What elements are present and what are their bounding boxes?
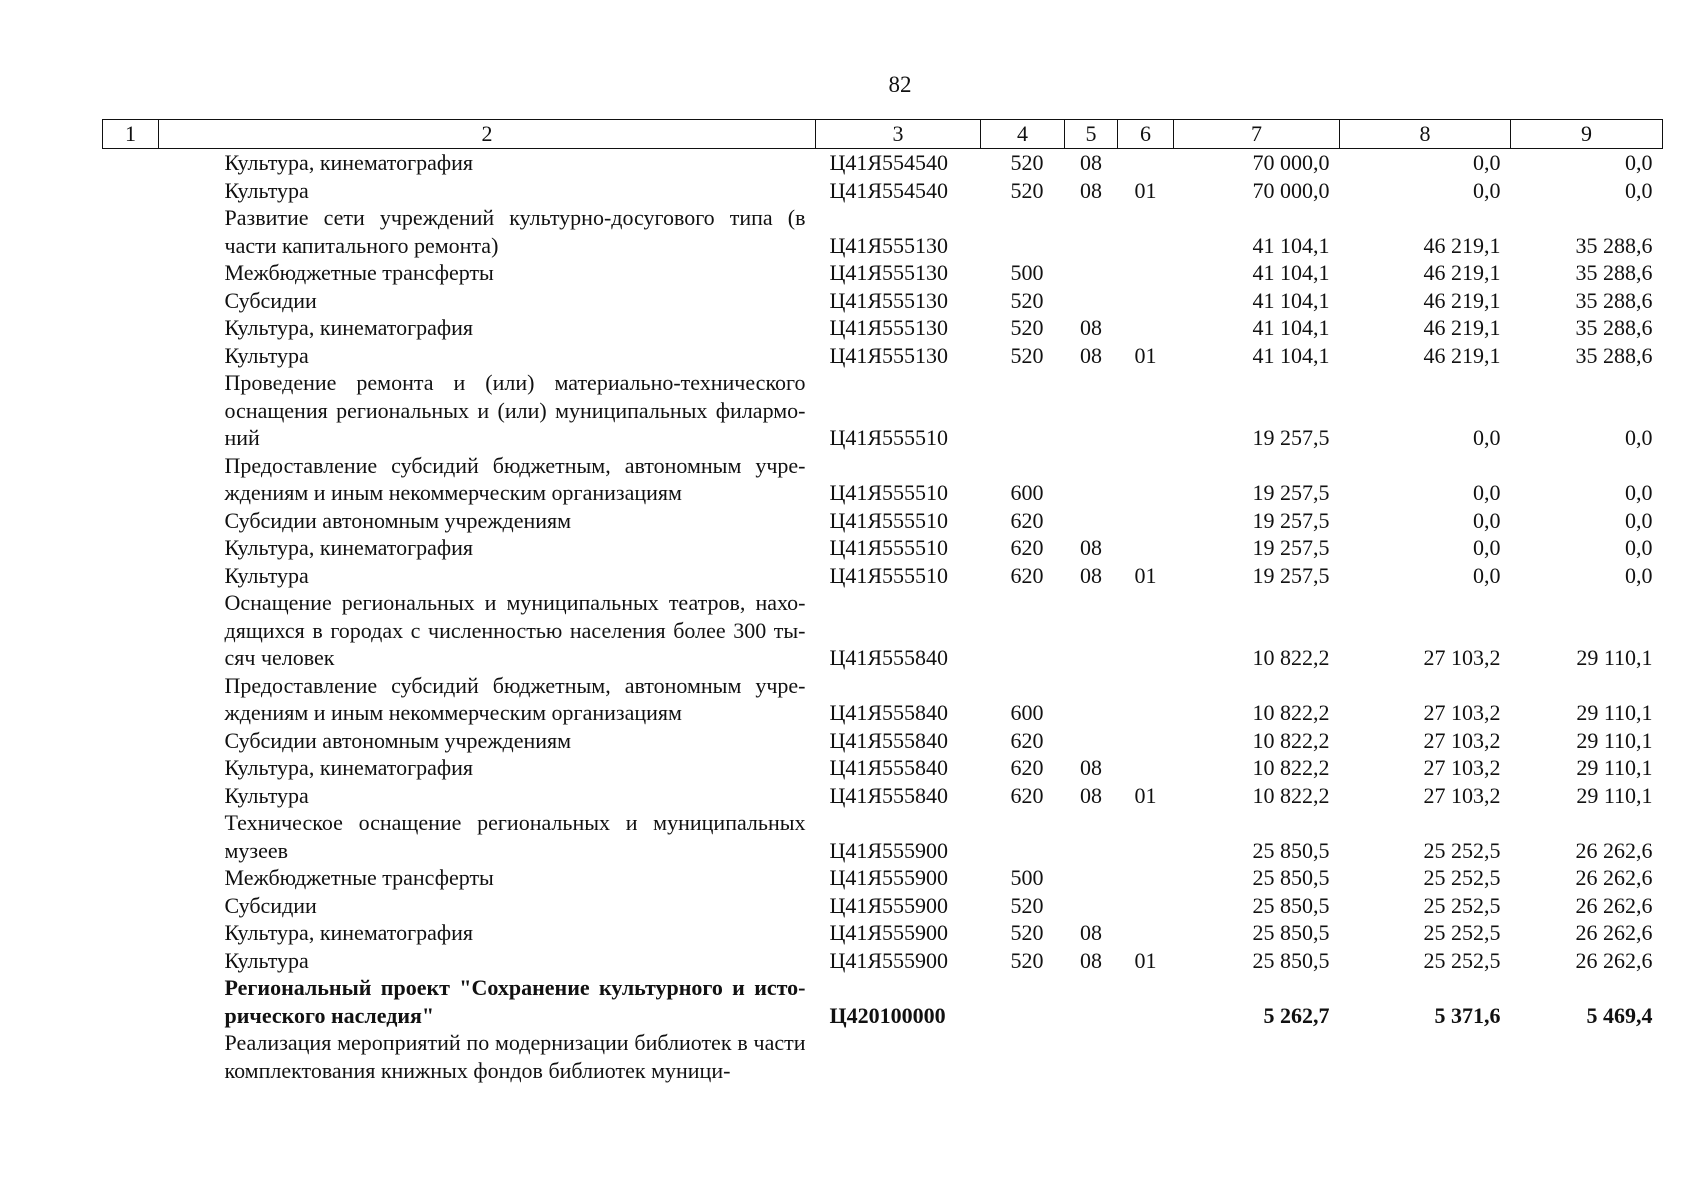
row-col5 xyxy=(1065,589,1118,672)
row-value-8: 46 219,1 xyxy=(1423,315,1501,340)
row-col4: 520 xyxy=(1010,892,1044,918)
row-code: Ц41Я555840 xyxy=(829,782,949,808)
row-value-9: 26 262,6 xyxy=(1575,920,1653,945)
row-code: Ц41Я555900 xyxy=(829,920,949,945)
row-col1 xyxy=(103,259,159,287)
row-col5 xyxy=(1065,809,1118,864)
row-value-8: 0,0 xyxy=(1473,425,1501,450)
row-code: Ц41Я555900 xyxy=(829,947,949,973)
row-value-8: 46 219,1 xyxy=(1423,232,1501,258)
header-cell: 9 xyxy=(1511,120,1663,149)
row-col4 xyxy=(981,589,1065,672)
page-number: 82 xyxy=(888,72,912,97)
row-col1 xyxy=(103,974,159,1029)
table-row xyxy=(103,589,1663,672)
row-value-8: 25 252,5 xyxy=(1423,837,1501,863)
header-cell: 4 xyxy=(981,120,1065,149)
row-col6 xyxy=(1118,507,1174,535)
row-code: Ц41Я555130 xyxy=(829,287,949,313)
row-col5 xyxy=(1065,259,1118,287)
row-col4: 620 xyxy=(1010,782,1044,808)
row-value-7: 10 822,2 xyxy=(1252,782,1330,808)
row-col5 xyxy=(1065,974,1118,1029)
table-row xyxy=(103,149,1663,177)
row-col5 xyxy=(1065,204,1118,259)
row-col1 xyxy=(103,369,159,452)
row-value-8: 25 252,5 xyxy=(1423,892,1501,918)
row-code: Ц41Я555130 xyxy=(829,315,949,340)
row-code: Ц41Я555510 xyxy=(829,425,949,450)
row-col5: 08 xyxy=(1080,150,1102,175)
row-name: Развитие сети учреждений культурно-досугового типа (в части капитального ремонта) xyxy=(224,205,806,258)
table-row xyxy=(103,672,1663,727)
row-value-7: 19 257,5 xyxy=(1252,507,1330,533)
row-value-9: 26 262,6 xyxy=(1575,865,1653,890)
row-col4 xyxy=(981,1029,1065,1084)
table-row xyxy=(103,204,1663,259)
table-row xyxy=(103,947,1663,975)
row-value-7: 41 104,1 xyxy=(1252,232,1330,258)
row-name: Оснащение региональных и муниципальных театров, находящихся в городах с численностью населения более 300 тысяч человек xyxy=(224,590,806,670)
row-col4: 600 xyxy=(1010,700,1044,725)
row-value-7: 70 000,0 xyxy=(1252,150,1330,175)
row-col5: 08 xyxy=(1080,177,1102,203)
row-name: Субсидии xyxy=(224,892,317,918)
row-value-8: 27 103,2 xyxy=(1423,755,1501,780)
row-value-7: 10 822,2 xyxy=(1252,645,1330,670)
row-value-9: 29 110,1 xyxy=(1576,645,1653,670)
row-value-8: 0,0 xyxy=(1473,507,1501,533)
row-name: Межбюджетные трансферты xyxy=(224,260,494,285)
row-name: Техническое оснащение региональных и муниципальных музеев xyxy=(224,810,806,863)
row-value-8: 0,0 xyxy=(1473,480,1501,505)
row-code: Ц41Я555840 xyxy=(829,645,949,670)
row-value-9: 0,0 xyxy=(1625,507,1653,533)
row-col4 xyxy=(981,204,1065,259)
row-col6 xyxy=(1118,149,1174,177)
row-code: Ц41Я555130 xyxy=(829,342,949,368)
row-value-8: 0,0 xyxy=(1473,562,1501,588)
row-col4: 620 xyxy=(1010,507,1044,533)
table-row xyxy=(103,782,1663,810)
row-col5: 08 xyxy=(1080,535,1102,560)
row-value-9: 35 288,6 xyxy=(1575,342,1653,368)
row-col4: 520 xyxy=(1010,177,1044,203)
table-body xyxy=(103,149,1663,1085)
row-col6 xyxy=(1118,974,1174,1029)
row-col4: 620 xyxy=(1010,755,1044,780)
row-col1 xyxy=(103,204,159,259)
row-col4: 520 xyxy=(1010,287,1044,313)
row-col6: 01 xyxy=(1134,177,1157,203)
row-col6: 01 xyxy=(1134,562,1157,588)
table-header xyxy=(103,120,1663,149)
row-col6 xyxy=(1118,589,1174,672)
row-value-9: 29 110,1 xyxy=(1576,700,1653,725)
row-name: Культура xyxy=(224,947,309,973)
row-value-9: 35 288,6 xyxy=(1575,260,1653,285)
row-value-9: 35 288,6 xyxy=(1575,315,1653,340)
row-col1 xyxy=(103,314,159,342)
row-col6 xyxy=(1118,754,1174,782)
row-value-8: 0,0 xyxy=(1473,535,1501,560)
row-value-7: 10 822,2 xyxy=(1252,755,1330,780)
row-name: Субсидии xyxy=(224,287,317,313)
row-value-9: 0,0 xyxy=(1625,425,1653,450)
row-col5: 08 xyxy=(1080,920,1102,945)
row-code: Ц41Я555510 xyxy=(829,562,949,588)
row-code: Ц41Я555900 xyxy=(829,892,949,918)
row-name: Предоставление субсидий бюджетным, автономным учреждениям и иным некоммерческим организациям xyxy=(224,672,806,725)
row-col6 xyxy=(1118,259,1174,287)
row-value-8: 27 103,2 xyxy=(1423,645,1501,670)
row-code: Ц420100000 xyxy=(829,1002,946,1028)
row-value-8: 0,0 xyxy=(1473,150,1501,175)
row-name: Культура, кинематография xyxy=(224,920,474,945)
row-name: Субсидии автономным учреждениям xyxy=(224,507,572,533)
row-value-7 xyxy=(1174,1029,1340,1084)
row-name: Культура, кинематография xyxy=(224,535,474,560)
row-col6 xyxy=(1118,672,1174,727)
row-col1 xyxy=(103,177,159,205)
row-col4: 520 xyxy=(1010,150,1044,175)
row-col1 xyxy=(103,754,159,782)
row-col6 xyxy=(1118,727,1174,755)
row-name: Культура, кинематография xyxy=(224,755,474,780)
row-value-9: 26 262,6 xyxy=(1575,837,1653,863)
row-col6 xyxy=(1118,369,1174,452)
row-col6 xyxy=(1118,892,1174,920)
row-value-9: 5 469,4 xyxy=(1586,1002,1653,1028)
row-value-9: 26 262,6 xyxy=(1575,947,1653,973)
row-col4: 620 xyxy=(1010,727,1044,753)
row-col6: 01 xyxy=(1134,947,1157,973)
row-value-7: 10 822,2 xyxy=(1252,700,1330,725)
row-col5 xyxy=(1065,864,1118,892)
row-value-7: 19 257,5 xyxy=(1252,562,1330,588)
row-code: Ц41Я555510 xyxy=(829,480,949,505)
row-value-8: 25 252,5 xyxy=(1423,947,1501,973)
row-name: Культура xyxy=(224,342,309,368)
table-row xyxy=(103,342,1663,370)
row-value-9: 29 110,1 xyxy=(1576,782,1653,808)
row-col1 xyxy=(103,562,159,590)
row-col6 xyxy=(1118,452,1174,507)
row-value-9: 0,0 xyxy=(1625,535,1653,560)
row-code: Ц41Я555840 xyxy=(829,727,949,753)
table-row xyxy=(103,562,1663,590)
table-row xyxy=(103,452,1663,507)
row-col5 xyxy=(1065,727,1118,755)
row-col6 xyxy=(1118,919,1174,947)
row-col5: 08 xyxy=(1080,782,1102,808)
row-col4: 520 xyxy=(1010,920,1044,945)
row-code: Ц41Я554540 xyxy=(829,177,949,203)
row-col6 xyxy=(1118,1029,1174,1084)
row-col4: 620 xyxy=(1010,562,1044,588)
table-row xyxy=(103,287,1663,315)
row-col4 xyxy=(981,809,1065,864)
row-col1 xyxy=(103,809,159,864)
row-col5 xyxy=(1065,1029,1118,1084)
table-row xyxy=(103,1029,1663,1084)
row-value-7: 19 257,5 xyxy=(1252,425,1330,450)
row-col1 xyxy=(103,342,159,370)
row-col1 xyxy=(103,589,159,672)
row-value-7: 25 850,5 xyxy=(1252,892,1330,918)
row-value-7: 41 104,1 xyxy=(1252,260,1330,285)
row-col1 xyxy=(103,672,159,727)
row-code: Ц41Я555130 xyxy=(829,232,949,258)
row-col4: 520 xyxy=(1010,342,1044,368)
table-row xyxy=(103,974,1663,1029)
row-name: Культура xyxy=(224,177,309,203)
row-name: Культура, кинематография xyxy=(224,150,474,175)
row-value-8: 46 219,1 xyxy=(1423,260,1501,285)
row-col1 xyxy=(103,534,159,562)
row-col5: 08 xyxy=(1080,755,1102,780)
row-name: Культура xyxy=(224,782,309,808)
table-row xyxy=(103,727,1663,755)
row-col5 xyxy=(1065,672,1118,727)
row-value-9 xyxy=(1511,1029,1663,1084)
row-col5: 08 xyxy=(1080,562,1102,588)
row-name: Культура xyxy=(224,562,309,588)
row-value-8: 27 103,2 xyxy=(1423,782,1501,808)
row-col5 xyxy=(1065,452,1118,507)
row-col1 xyxy=(103,507,159,535)
row-col6 xyxy=(1118,204,1174,259)
table-row xyxy=(103,892,1663,920)
row-value-7: 41 104,1 xyxy=(1252,315,1330,340)
table-row xyxy=(103,314,1663,342)
table-row xyxy=(103,259,1663,287)
row-name: Проведение ремонта и (или) материально-технического оснащения региональных и (или) муниципальных филармоний xyxy=(224,370,806,450)
row-value-9: 0,0 xyxy=(1625,177,1653,203)
row-col5: 08 xyxy=(1080,315,1102,340)
row-col4: 500 xyxy=(1010,865,1044,890)
row-code: Ц41Я555510 xyxy=(829,535,949,560)
row-value-8: 46 219,1 xyxy=(1423,342,1501,368)
table-row xyxy=(103,754,1663,782)
row-value-9: 0,0 xyxy=(1625,150,1653,175)
row-col1 xyxy=(103,149,159,177)
row-value-7: 5 262,7 xyxy=(1263,1002,1330,1028)
row-name: Культура, кинематография xyxy=(224,315,474,340)
header-cell: 7 xyxy=(1174,120,1340,149)
row-value-9: 0,0 xyxy=(1625,562,1653,588)
row-value-7: 25 850,5 xyxy=(1252,865,1330,890)
row-name: Предоставление субсидий бюджетным, автономным учреждениям и иным некоммерческим организациям xyxy=(224,452,806,505)
row-col1 xyxy=(103,727,159,755)
row-value-8: 0,0 xyxy=(1473,177,1501,203)
row-col5: 08 xyxy=(1080,947,1102,973)
row-col5: 08 xyxy=(1080,342,1102,368)
row-col4: 620 xyxy=(1010,535,1044,560)
header-cell: 2 xyxy=(159,120,816,149)
row-col5 xyxy=(1065,369,1118,452)
row-value-7: 41 104,1 xyxy=(1252,287,1330,313)
row-col5 xyxy=(1065,507,1118,535)
row-col1 xyxy=(103,287,159,315)
row-value-7: 10 822,2 xyxy=(1252,727,1330,753)
row-value-8: 25 252,5 xyxy=(1423,920,1501,945)
row-col5 xyxy=(1065,892,1118,920)
row-value-8: 5 371,6 xyxy=(1434,1002,1501,1028)
row-col6 xyxy=(1118,314,1174,342)
row-value-8: 27 103,2 xyxy=(1423,727,1501,753)
row-value-7: 25 850,5 xyxy=(1252,947,1330,973)
row-value-9: 29 110,1 xyxy=(1576,755,1653,780)
row-col1 xyxy=(103,452,159,507)
row-col4: 500 xyxy=(1010,260,1044,285)
row-value-8: 46 219,1 xyxy=(1423,287,1501,313)
row-name: Региональный проект "Сохранение культурного и исторического наследия" xyxy=(224,975,806,1028)
row-value-7: 70 000,0 xyxy=(1252,177,1330,203)
row-col6 xyxy=(1118,287,1174,315)
row-code: Ц41Я555510 xyxy=(829,507,949,533)
row-col1 xyxy=(103,947,159,975)
row-code: Ц41Я555900 xyxy=(829,865,949,890)
header-cell: 6 xyxy=(1118,120,1174,149)
row-col4 xyxy=(981,974,1065,1029)
row-col4: 520 xyxy=(1010,315,1044,340)
row-code: Ц41Я555840 xyxy=(829,755,949,780)
row-col1 xyxy=(103,864,159,892)
row-value-7: 25 850,5 xyxy=(1252,837,1330,863)
row-value-7: 19 257,5 xyxy=(1252,535,1330,560)
row-code xyxy=(816,1029,981,1084)
row-col6: 01 xyxy=(1134,342,1157,368)
row-name: Субсидии автономным учреждениям xyxy=(224,727,572,753)
table-row xyxy=(103,177,1663,205)
row-col5 xyxy=(1065,287,1118,315)
row-col6 xyxy=(1118,864,1174,892)
row-code: Ц41Я555130 xyxy=(829,260,949,285)
table-row xyxy=(103,534,1663,562)
row-col1 xyxy=(103,1029,159,1084)
row-name: Межбюджетные трансферты xyxy=(224,865,494,890)
table-row xyxy=(103,507,1663,535)
header-cell: 8 xyxy=(1340,120,1511,149)
row-col4 xyxy=(981,369,1065,452)
row-value-8 xyxy=(1340,1029,1511,1084)
row-value-9: 0,0 xyxy=(1625,480,1653,505)
row-col6: 01 xyxy=(1134,782,1157,808)
table-row xyxy=(103,809,1663,864)
row-code: Ц41Я555840 xyxy=(829,700,949,725)
row-value-9: 26 262,6 xyxy=(1575,892,1653,918)
row-name: Реализация мероприятий по модернизации библиотек в части комплектования книжных фондов библиотек муници- xyxy=(224,1030,806,1083)
row-value-8: 27 103,2 xyxy=(1423,700,1501,725)
row-value-9: 35 288,6 xyxy=(1575,287,1653,313)
row-value-9: 35 288,6 xyxy=(1575,232,1653,258)
header-cell: 3 xyxy=(816,120,981,149)
row-col1 xyxy=(103,782,159,810)
row-value-7: 25 850,5 xyxy=(1252,920,1330,945)
header-cell: 5 xyxy=(1065,120,1118,149)
row-col6 xyxy=(1118,534,1174,562)
row-value-9: 29 110,1 xyxy=(1576,727,1653,753)
header-cell: 1 xyxy=(103,120,159,149)
row-value-7: 19 257,5 xyxy=(1252,480,1330,505)
row-code: Ц41Я555900 xyxy=(829,837,949,863)
row-code: Ц41Я554540 xyxy=(829,150,949,175)
row-value-8: 25 252,5 xyxy=(1423,865,1501,890)
table-row xyxy=(103,919,1663,947)
row-col1 xyxy=(103,892,159,920)
row-col4: 600 xyxy=(1010,480,1044,505)
table-row xyxy=(103,369,1663,452)
budget-table xyxy=(102,119,1663,1084)
row-col1 xyxy=(103,919,159,947)
row-col4: 520 xyxy=(1010,947,1044,973)
table-row xyxy=(103,864,1663,892)
row-value-7: 41 104,1 xyxy=(1252,342,1330,368)
row-col6 xyxy=(1118,809,1174,864)
